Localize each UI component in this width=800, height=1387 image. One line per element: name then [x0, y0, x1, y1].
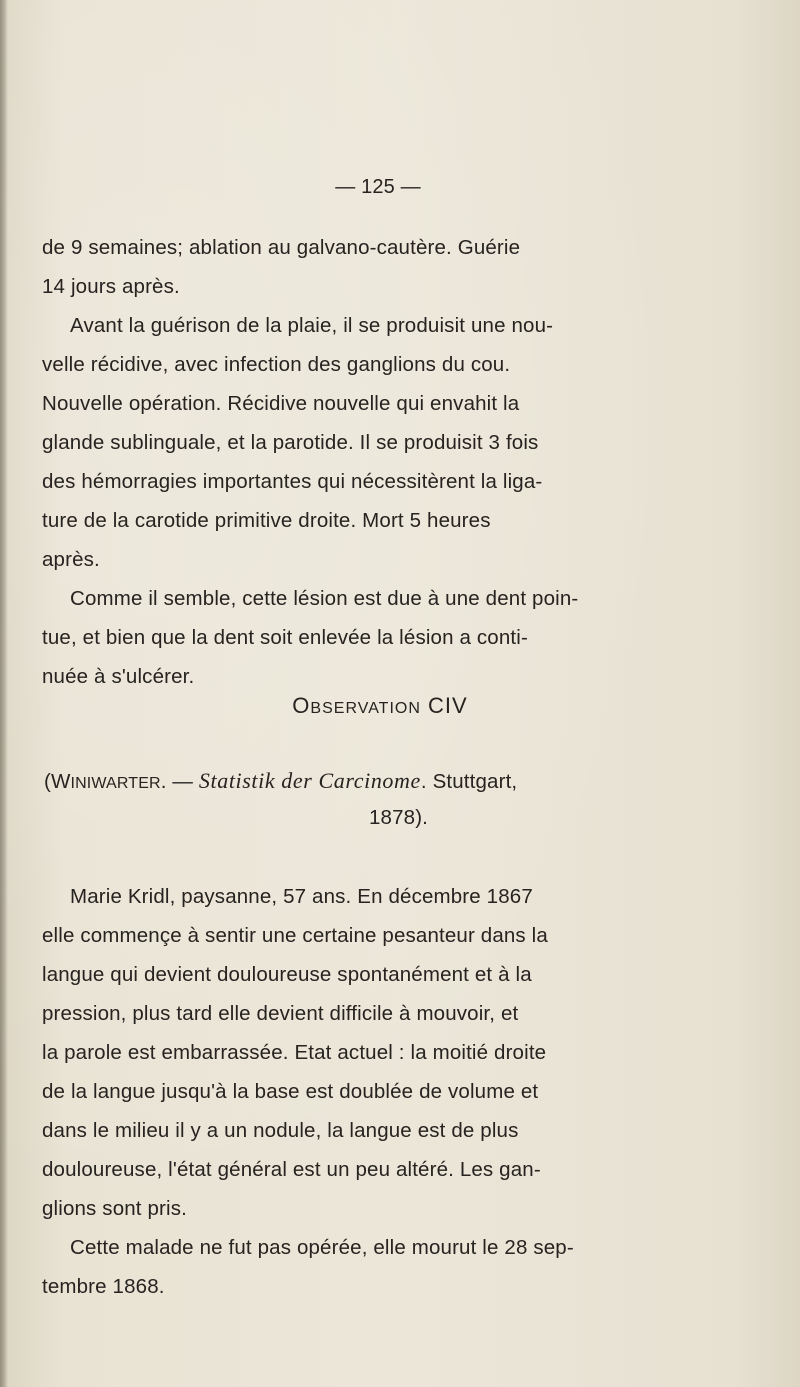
- text-line: tue, et bien que la dent soit enlevée la lésion a conti-: [42, 626, 528, 649]
- reference-line: [44, 768, 517, 794]
- text-line: ture de la carotide primitive droite. Mort 5 heures: [42, 509, 491, 532]
- text-line: Comme il semble, cette lésion est due à une dent poin-: [70, 587, 579, 610]
- page-number: — 125 —: [335, 176, 421, 198]
- text-line: tembre 1868.: [42, 1275, 165, 1298]
- text-line: de 9 semaines; ablation au galvano-cautère. Guérie: [42, 236, 521, 259]
- heading-word: BSERVATION: [310, 700, 421, 717]
- text-line: de la langue jusqu'à la base est doublée de volume et: [42, 1080, 539, 1103]
- text-line: après.: [42, 548, 100, 571]
- text-line: 14 jours après.: [42, 275, 180, 298]
- text-line: la parole est embarrassée. Etat actuel : la moitié droite: [42, 1041, 547, 1064]
- reference-title: Statistik der Carcinome: [198, 768, 421, 793]
- text-line: langue qui devient douloureuse spontanément et à la: [42, 963, 532, 986]
- reference-year: 1878).: [369, 806, 429, 829]
- reference-author: INIWARTER: [70, 775, 161, 792]
- text-line: des hémorragies importantes qui nécessitèrent la liga-: [42, 470, 543, 493]
- text-line: Cette malade ne fut pas opérée, elle mourut le 28 sep-: [70, 1236, 574, 1259]
- text-line: Avant la guérison de la plaie, il se produisit une nou-: [70, 314, 554, 337]
- text-line: nuée à s'ulcérer.: [42, 665, 195, 688]
- text-line: glions sont pris.: [42, 1197, 187, 1220]
- text-line: douloureuse, l'état général est un peu altéré. Les gan-: [42, 1158, 541, 1181]
- reference-open: (W: [44, 770, 71, 793]
- text-line: pression, plus tard elle devient difficile à mouvoir, et: [42, 1002, 519, 1025]
- text-line: Nouvelle opération. Récidive nouvelle qui envahit la: [42, 392, 520, 415]
- observation-heading: [0, 693, 760, 719]
- text-line: velle récidive, avec infection des ganglions du cou.: [42, 353, 511, 376]
- text-line: elle commençe à sentir une certaine pesanteur dans la: [42, 924, 548, 947]
- reference-place: . Stuttgart,: [420, 770, 518, 793]
- heading-number: CIV: [428, 693, 468, 718]
- text-line: dans le milieu il y a un nodule, la langue est de plus: [42, 1119, 519, 1142]
- reference-dash: . —: [160, 770, 199, 793]
- text-line: glande sublinguale, et la parotide. Il se produisit 3 fois: [42, 431, 539, 454]
- heading-initial: O: [292, 693, 311, 718]
- text-line: Marie Kridl, paysanne, 57 ans. En décembre 1867: [70, 885, 533, 908]
